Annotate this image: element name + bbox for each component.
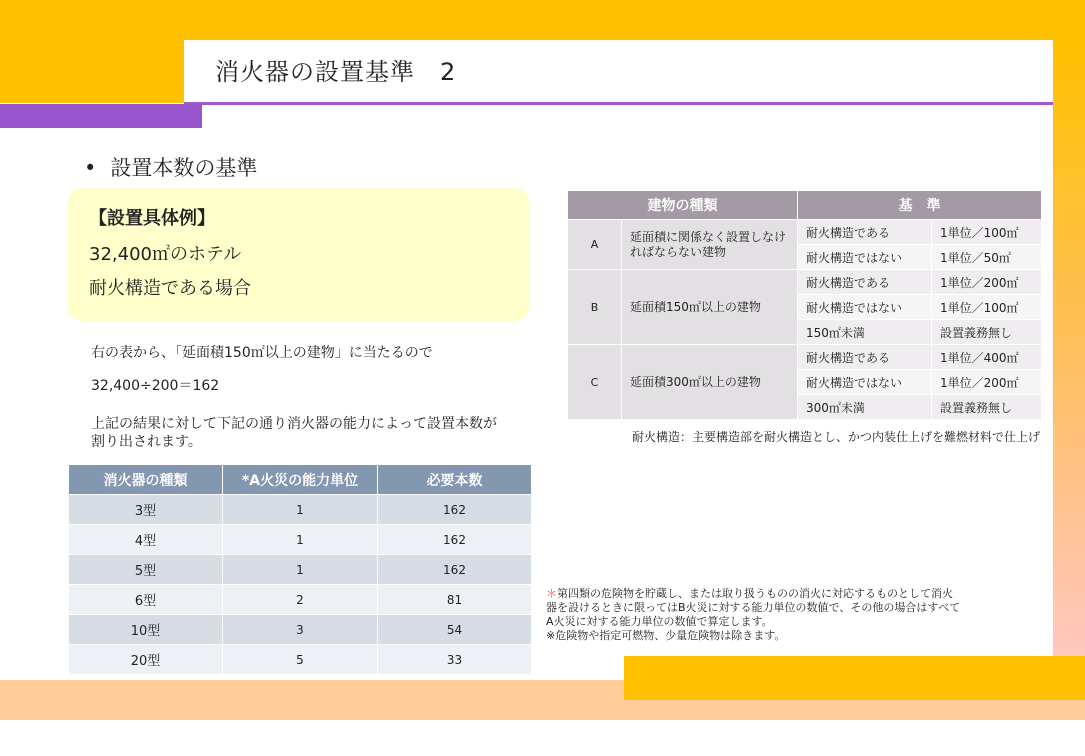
cell-capacity: 1 xyxy=(223,525,378,555)
extinguisher-table xyxy=(68,464,532,675)
category-b: B xyxy=(568,270,622,345)
structure-cell: 耐火構造である xyxy=(798,345,932,370)
footnote-line-3: A火災に対する能力単位の数値で算定します。 xyxy=(546,615,773,628)
table-row xyxy=(69,525,532,555)
cell-count: 81 xyxy=(378,585,532,615)
table-row xyxy=(568,220,1042,245)
header-count: 必要本数 xyxy=(378,465,532,495)
calc-line-2: 32,400÷200＝162 xyxy=(91,378,220,394)
structure-cell: 150㎡未満 xyxy=(798,320,932,345)
page-title: 消火器の設置基準 2 xyxy=(215,58,457,86)
structure-cell: 耐火構造ではない xyxy=(798,245,932,270)
result-text: 上記の結果に対して下記の通り消火器の能力によって設置本数が割り出されます。 xyxy=(91,416,497,450)
table-row xyxy=(69,645,532,675)
footnote xyxy=(546,587,1006,643)
unit-cell: 1単位／200㎡ xyxy=(932,370,1042,395)
structure-cell: 耐火構造ではない xyxy=(798,295,932,320)
unit-cell: 1単位／100㎡ xyxy=(932,220,1042,245)
category-b-desc: 延面積150㎡以上の建物 xyxy=(622,270,798,345)
category-c-desc: 延面積300㎡以上の建物 xyxy=(622,345,798,420)
example-line-2: 耐火構造である場合 xyxy=(89,278,251,299)
structure-cell: 耐火構造である xyxy=(798,270,932,295)
cell-capacity: 5 xyxy=(223,645,378,675)
bullet-heading xyxy=(84,152,257,182)
cell-type: 5型 xyxy=(69,555,223,585)
cell-type: 20型 xyxy=(69,645,223,675)
example-line-1: 32,400㎡のホテル xyxy=(89,244,242,265)
footnote-line-4: ※危険物や指定可燃物、少量危険物は除きます。 xyxy=(546,629,786,642)
example-heading: 【設置具体例】 xyxy=(89,208,215,229)
structure-cell: 300㎡未満 xyxy=(798,395,932,420)
header-type: 消火器の種類 xyxy=(69,465,223,495)
table-row xyxy=(69,495,532,525)
unit-cell: 1単位／200㎡ xyxy=(932,270,1042,295)
extinguisher-table-header xyxy=(69,465,532,495)
footnote-line-2: 器を設けるときに限ってはB火災に対する能力単位の数値で、その他の場合はすべて xyxy=(546,601,961,614)
table-row xyxy=(69,555,532,585)
category-a: A xyxy=(568,220,622,270)
cell-count: 33 xyxy=(378,645,532,675)
cell-capacity: 1 xyxy=(223,495,378,525)
cell-count: 162 xyxy=(378,525,532,555)
right-gradient-bar xyxy=(1053,40,1085,680)
cell-type: 10型 xyxy=(69,615,223,645)
fire-resistant-note: 耐火構造：主要構造部を耐火構造とし、かつ内装仕上げを難燃材料で仕上げ xyxy=(632,430,1041,444)
unit-cell: 1単位／400㎡ xyxy=(932,345,1042,370)
cell-capacity: 2 xyxy=(223,585,378,615)
structure-cell: 耐火構造ではない xyxy=(798,370,932,395)
calc-line-1: 右の表から、「延面積150㎡以上の建物」に当たるので xyxy=(91,345,433,361)
table-row xyxy=(568,345,1042,370)
table-row xyxy=(69,585,532,615)
structure-cell: 耐火構造である xyxy=(798,220,932,245)
asterisk-mark: ＊ xyxy=(546,587,557,600)
standards-table xyxy=(567,190,1042,420)
cell-type: 3型 xyxy=(69,495,223,525)
bullet-dot-icon: • xyxy=(84,156,97,180)
unit-cell: 1単位／100㎡ xyxy=(932,295,1042,320)
bullet-text: 設置本数の基準 xyxy=(110,156,258,180)
bottom-right-yellow-box xyxy=(624,656,1085,700)
unit-cell: 設置義務無し xyxy=(932,320,1042,345)
standards-table-header xyxy=(568,191,1042,220)
category-a-desc: 延面積に関係なく設置しなければならない建物 xyxy=(622,220,798,270)
header-building-type: 建物の種類 xyxy=(568,191,798,220)
cell-count: 54 xyxy=(378,615,532,645)
category-c: C xyxy=(568,345,622,420)
example-box xyxy=(67,188,530,321)
header-standard: 基 準 xyxy=(798,191,1042,220)
title-underline xyxy=(184,102,1053,105)
cell-type: 4型 xyxy=(69,525,223,555)
footnote-line-1: ＊第四類の危険物を貯蔵し、または取り扱うものの消火に対応するものとして消火 xyxy=(546,587,953,600)
purple-tab xyxy=(0,104,202,128)
cell-count: 162 xyxy=(378,495,532,525)
table-row xyxy=(568,270,1042,295)
header-capacity: *A火災の能力単位 xyxy=(223,465,378,495)
cell-count: 162 xyxy=(378,555,532,585)
cell-capacity: 1 xyxy=(223,555,378,585)
cell-type: 6型 xyxy=(69,585,223,615)
unit-cell: 1単位／50㎡ xyxy=(932,245,1042,270)
cell-capacity: 3 xyxy=(223,615,378,645)
table-row xyxy=(69,615,532,645)
unit-cell: 設置義務無し xyxy=(932,395,1042,420)
